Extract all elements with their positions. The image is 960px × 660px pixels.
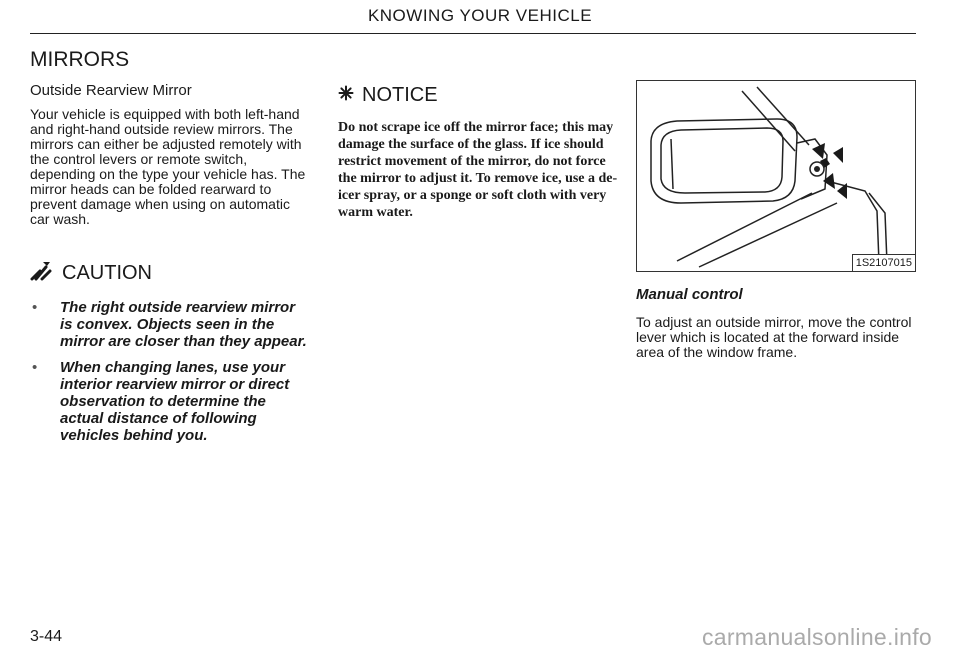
page-header-title: KNOWING YOUR VEHICLE [367, 6, 593, 25]
manual-control-heading: Manual control [636, 286, 743, 303]
notice-heading [338, 84, 618, 107]
caution-list [30, 299, 310, 444]
mirror-illustration [636, 80, 916, 272]
caution-item [30, 299, 310, 350]
outside-mirror-drawing [637, 81, 917, 273]
mirror-description: Your vehicle is equipped with both left-hand and right-hand outside review mirrors. The mirrors can either be adjusted remotely with the control levers or remote switch, depending on the type your vehicle has. The mirror heads can be folded rearward to prevent damage when using on automatic car wash. [30, 106, 306, 227]
caution-item-text: The right outside rearview mirror is convex. Objects seen in the mirror are closer than they appear. [60, 299, 307, 350]
middle-column [338, 84, 618, 221]
caution-item [30, 359, 310, 444]
watermark: carmanualsonline.info [701, 624, 932, 650]
caution-hand-icon [30, 259, 52, 287]
page-number: 3-44 [30, 628, 63, 645]
notice-text: Do not scrape ice off the mirror face; this may damage the surface of the glass. If ice should restrict movement of the mirror, do not force the mirror to adjust it. To remove ice, use a de-icer spray, or a sponge or soft cloth with very warm water. [338, 120, 618, 220]
section-title: MIRRORS [30, 48, 130, 71]
right-column [636, 80, 918, 360]
caution-title: CAUTION [62, 261, 152, 284]
caution-item-text: When changing lanes, use your interior rearview mirror or direct observation to determine the actual distance of following vehicles behind you. [60, 359, 290, 444]
manual-control-text: To adjust an outside mirror, move the control lever which is located at the forward inside area of the window frame. [636, 314, 912, 360]
bullet-icon: • [32, 299, 38, 316]
left-column [30, 48, 310, 453]
figure-code: 1S2107015 [852, 254, 915, 271]
caution-heading [30, 259, 310, 287]
subsection-title: Outside Rearview Mirror [30, 82, 192, 99]
notice-asterisk-icon [338, 84, 354, 107]
notice-title: NOTICE [362, 84, 438, 106]
bullet-icon: • [32, 359, 38, 376]
header-divider [30, 33, 916, 34]
